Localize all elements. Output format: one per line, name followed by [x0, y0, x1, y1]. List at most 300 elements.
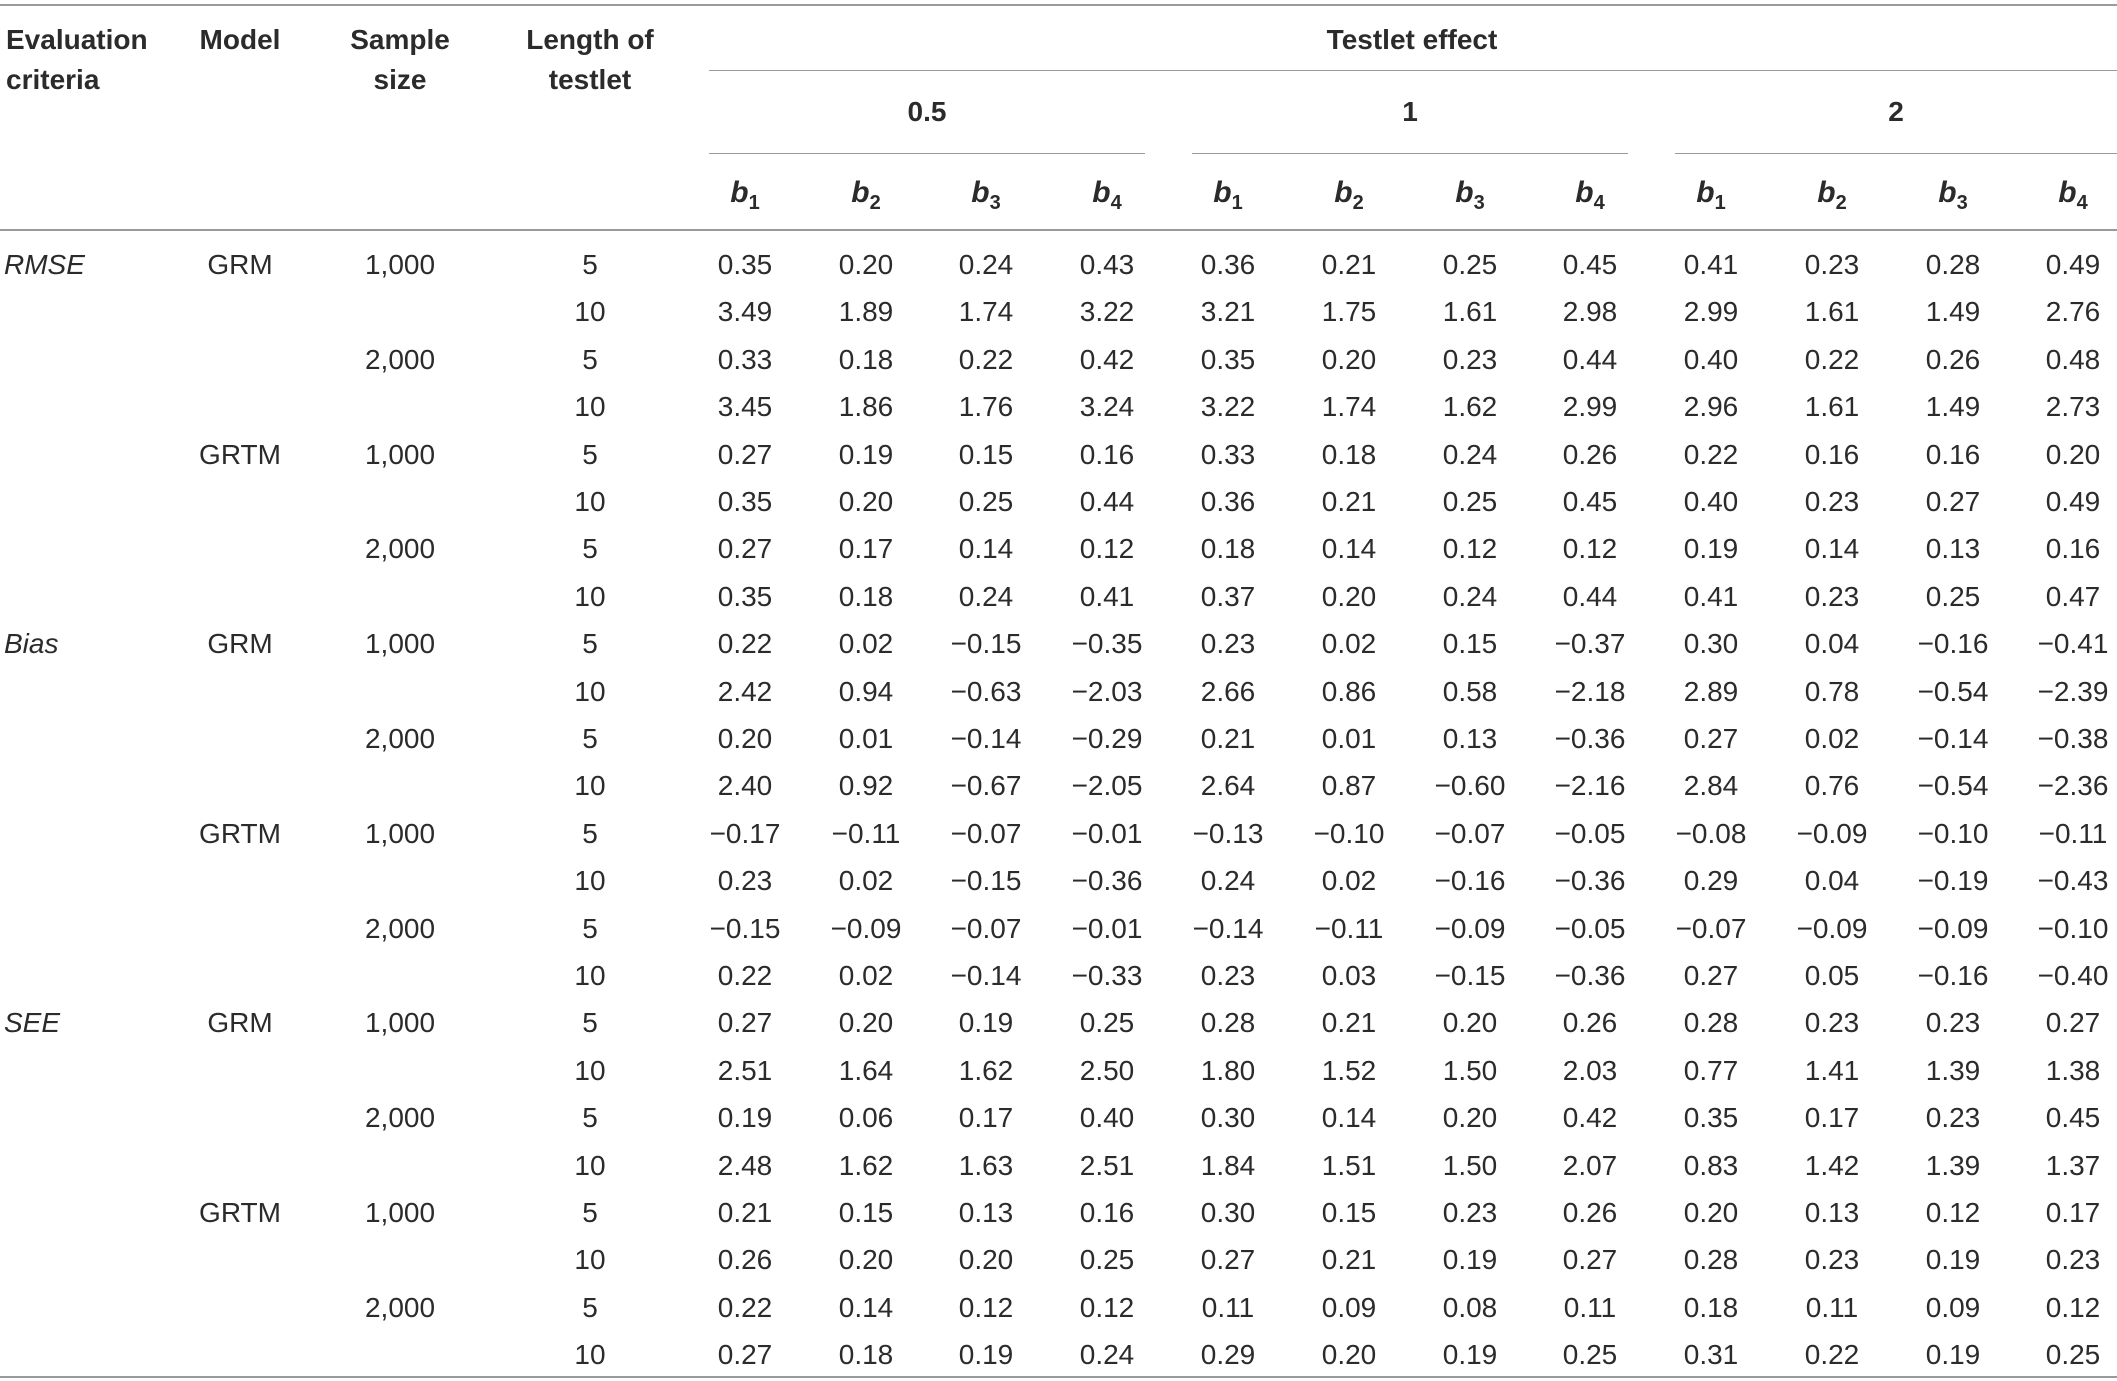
table-cell: 0.17	[1804, 1102, 1860, 1134]
table-cell: 0.24	[958, 249, 1014, 280]
table-cell: 1.52	[1321, 1054, 1377, 1086]
table-cell: 0.45	[1562, 249, 1618, 280]
table-cell: 2.73	[2045, 391, 2101, 423]
table-cell: 1.62	[958, 1054, 1014, 1086]
table-cell: 0.22	[1804, 343, 1860, 375]
table-cell: −0.07	[950, 912, 1022, 944]
table-cell: 3.22	[1079, 296, 1135, 328]
table-cell: 0.26	[1562, 438, 1618, 470]
table-cell: 0.16	[1804, 438, 1860, 470]
header-b-parameter	[730, 176, 759, 215]
table-cell: 0.17	[838, 533, 894, 565]
row-length: 5	[582, 533, 598, 565]
row-length: 5	[582, 1197, 598, 1228]
header-b-parameter	[1938, 176, 1967, 215]
table-cell: 0.18	[1321, 438, 1377, 470]
table-cell: 0.19	[958, 1339, 1014, 1371]
table-cell: 0.18	[838, 343, 894, 375]
table-cell: −0.08	[1675, 817, 1747, 849]
table-cell: 0.14	[1804, 533, 1860, 565]
table-cell: 2.03	[1562, 1054, 1618, 1086]
testlet-effect-rule	[709, 70, 2117, 71]
table-cell: −0.09	[830, 912, 902, 944]
table-cell: 0.03	[1321, 960, 1377, 991]
table-cell: 0.20	[1321, 580, 1377, 612]
table-cell: 0.12	[1925, 1197, 1981, 1228]
table-cell: 0.23	[1804, 580, 1860, 612]
table-cell: 0.44	[1562, 343, 1618, 375]
table-cell: 0.08	[1442, 1291, 1498, 1323]
table-cell: 0.83	[1683, 1149, 1739, 1181]
table-cell: 0.94	[838, 675, 894, 707]
table-cell: −0.15	[1434, 960, 1506, 991]
table-cell: 0.24	[1200, 865, 1256, 897]
table-cell: 0.35	[717, 486, 773, 517]
table-cell: 1.61	[1442, 296, 1498, 328]
table-cell: 0.36	[1200, 486, 1256, 517]
table-cell: 0.36	[1200, 249, 1256, 280]
table-cell: 0.20	[1321, 1339, 1377, 1371]
table-cell: 0.21	[1200, 723, 1256, 754]
table-cell: −0.54	[1917, 770, 1989, 802]
table-cell: 0.22	[1683, 438, 1739, 470]
table-cell: −2.16	[1554, 770, 1626, 802]
header-effect-level: 0.5	[907, 96, 947, 127]
table-cell: 0.40	[1683, 486, 1739, 517]
row-length: 10	[574, 675, 606, 707]
table-cell: 0.09	[1321, 1291, 1377, 1323]
table-cell: 0.20	[838, 1007, 894, 1039]
header-b-index: 1	[748, 192, 760, 214]
table-cell: 0.22	[717, 1291, 773, 1323]
table-cell: 0.13	[1925, 533, 1981, 565]
table-cell: 0.24	[1442, 438, 1498, 470]
table-cell: 0.19	[1925, 1339, 1981, 1371]
header-b-index: 2	[869, 192, 881, 214]
row-length: 5	[582, 1007, 598, 1039]
table-cell: 0.28	[1925, 249, 1981, 280]
table-cell: 0.37	[1200, 580, 1256, 612]
table-cell: 0.14	[838, 1291, 894, 1323]
table-cell: 0.35	[1683, 1102, 1739, 1134]
row-sample-size: 2,000	[364, 533, 436, 565]
table-cell: 0.19	[717, 1102, 773, 1134]
table-cell: 0.21	[1321, 1244, 1377, 1276]
header-b-index: 2	[1835, 192, 1847, 214]
table-cell: 0.27	[1683, 723, 1739, 754]
row-length: 5	[582, 1102, 598, 1134]
table-cell: 0.29	[1683, 865, 1739, 897]
table-cell: 2.98	[1562, 296, 1618, 328]
table-cell: 0.35	[717, 249, 773, 280]
table-cell: −2.05	[1071, 770, 1143, 802]
table-cell: 0.15	[958, 438, 1014, 470]
table-cell: 0.20	[2045, 438, 2101, 470]
table-cell: 1.61	[1804, 391, 1860, 423]
header-sample-size-line1: Sample	[350, 24, 450, 55]
header-sample-size	[350, 20, 450, 100]
table-cell: 1.76	[958, 391, 1014, 423]
table-cell: 0.27	[1200, 1244, 1256, 1276]
header-b-letter: b	[1334, 176, 1353, 209]
table-cell: −0.14	[950, 960, 1022, 991]
table-cell: −0.17	[709, 817, 781, 849]
table-cell: −0.09	[1796, 817, 1868, 849]
table-cell: 0.23	[1200, 628, 1256, 660]
table-cell: 2.89	[1683, 675, 1739, 707]
table-cell: 0.25	[1079, 1007, 1135, 1039]
header-b-index: 4	[1110, 192, 1122, 214]
table-cell: −0.15	[950, 628, 1022, 660]
table-cell: 0.48	[2045, 343, 2101, 375]
header-b-index: 4	[1593, 192, 1605, 214]
table-cell: 0.28	[1683, 1007, 1739, 1039]
table-cell: 1.80	[1200, 1054, 1256, 1086]
table-cell: 0.16	[1079, 1197, 1135, 1228]
table-cell: −0.09	[1917, 912, 1989, 944]
table-cell: −0.07	[1675, 912, 1747, 944]
row-criteria: RMSE	[4, 249, 85, 280]
table-cell: −0.07	[950, 817, 1022, 849]
table-cell: 1.61	[1804, 296, 1860, 328]
row-sample-size: 1,000	[364, 628, 436, 660]
table-cell: −0.35	[1071, 628, 1143, 660]
table-cell: −0.07	[1434, 817, 1506, 849]
table-cell: 0.33	[1200, 438, 1256, 470]
table-cell: 0.14	[958, 533, 1014, 565]
table-cell: −0.36	[1554, 723, 1626, 754]
table-cell: 1.62	[838, 1149, 894, 1181]
table-cell: 0.13	[1804, 1197, 1860, 1228]
table-cell: 0.35	[717, 580, 773, 612]
table-cell: 0.25	[1442, 486, 1498, 517]
table-cell: 1.74	[1321, 391, 1377, 423]
header-b-parameter	[2058, 176, 2087, 215]
table-cell: 0.41	[1683, 580, 1739, 612]
table-cell: 0.28	[1200, 1007, 1256, 1039]
header-length-line1: Length of	[526, 24, 654, 55]
table-cell: 2.84	[1683, 770, 1739, 802]
table-cell: 0.04	[1804, 865, 1860, 897]
table-cell: −0.37	[1554, 628, 1626, 660]
table-cell: 0.27	[1683, 960, 1739, 991]
table-cell: 0.19	[1442, 1339, 1498, 1371]
header-b-parameter	[1575, 176, 1604, 215]
table-cell: −0.54	[1917, 675, 1989, 707]
row-sample-size: 1,000	[364, 1007, 436, 1039]
table-cell: 3.45	[717, 391, 773, 423]
table-cell: 3.49	[717, 296, 773, 328]
row-length: 5	[582, 817, 598, 849]
table-cell: 0.24	[1079, 1339, 1135, 1371]
table-cell: 0.20	[838, 249, 894, 280]
row-sample-size: 1,000	[364, 817, 436, 849]
table-cell: 3.24	[1079, 391, 1135, 423]
table-cell: 0.24	[1442, 580, 1498, 612]
table-cell: 0.21	[1321, 1007, 1377, 1039]
table-cell: 0.23	[1804, 249, 1860, 280]
table-cell: 0.18	[1200, 533, 1256, 565]
table-cell: −0.11	[2038, 817, 2108, 849]
row-length: 10	[574, 391, 606, 423]
row-length: 5	[582, 249, 598, 280]
header-b-index: 1	[1231, 192, 1243, 214]
table-cell: −0.41	[2037, 628, 2109, 660]
row-sample-size: 2,000	[364, 912, 436, 944]
table-cell: 0.06	[838, 1102, 894, 1134]
header-length-of-testlet	[526, 20, 654, 100]
table-cell: −0.16	[1917, 960, 1989, 991]
table-cell: 0.49	[2045, 486, 2101, 517]
table-cell: −0.11	[1314, 912, 1384, 944]
table-cell: −0.05	[1554, 817, 1626, 849]
table-cell: 2.42	[717, 675, 773, 707]
table-cell: 0.23	[2045, 1244, 2101, 1276]
header-sample-size-line2: size	[373, 64, 427, 95]
table-cell: 0.27	[2045, 1007, 2101, 1039]
table-cell: 0.23	[1925, 1007, 1981, 1039]
table-cell: 1.50	[1442, 1054, 1498, 1086]
table-cell: 0.40	[1079, 1102, 1135, 1134]
table-cell: −0.63	[950, 675, 1022, 707]
row-length: 10	[574, 1244, 606, 1276]
table-cell: 2.96	[1683, 391, 1739, 423]
table-cell: −0.01	[1071, 817, 1143, 849]
header-evaluation-criteria-line1: Evaluation	[6, 24, 148, 55]
header-b-parameter	[1092, 176, 1121, 215]
header-b-parameter	[1334, 176, 1363, 215]
row-length: 10	[574, 486, 606, 517]
row-length: 5	[582, 438, 598, 470]
row-length: 10	[574, 580, 606, 612]
table-cell: 0.17	[2045, 1197, 2101, 1228]
header-b-letter: b	[971, 176, 990, 209]
row-model: GRTM	[199, 438, 281, 470]
header-evaluation-criteria	[6, 20, 148, 100]
header-b-parameter	[971, 176, 1000, 215]
table-cell: 2.48	[717, 1149, 773, 1181]
table-cell: 0.22	[1804, 1339, 1860, 1371]
table-cell: 0.23	[1442, 1197, 1498, 1228]
table-cell: 2.76	[2045, 296, 2101, 328]
table-cell: 0.18	[838, 1339, 894, 1371]
table-cell: 0.02	[1804, 723, 1860, 754]
table-cell: 0.21	[717, 1197, 773, 1228]
table-cell: −0.14	[1917, 723, 1989, 754]
table-cell: −0.38	[2037, 723, 2109, 754]
table-cell: 0.86	[1321, 675, 1377, 707]
table-cell: 0.20	[958, 1244, 1014, 1276]
table-cell: 0.25	[2045, 1339, 2101, 1371]
table-cell: 1.86	[838, 391, 894, 423]
table-cell: 0.12	[1079, 1291, 1135, 1323]
table-cell: 0.42	[1562, 1102, 1618, 1134]
table-cell: −0.36	[1071, 865, 1143, 897]
header-b-parameter	[1213, 176, 1242, 215]
header-b-parameter	[1455, 176, 1484, 215]
table-cell: 0.20	[1442, 1007, 1498, 1039]
table-cell: 0.49	[2045, 249, 2101, 280]
table-cell: 0.16	[2045, 533, 2101, 565]
table-cell: 0.22	[717, 628, 773, 660]
table-cell: −0.10	[1313, 817, 1385, 849]
header-b-letter: b	[1817, 176, 1836, 209]
row-sample-size: 1,000	[364, 1197, 436, 1228]
table-cell: 0.23	[1804, 486, 1860, 517]
table-cell: −0.11	[831, 817, 901, 849]
table-cell: 0.04	[1804, 628, 1860, 660]
table-cell: 0.12	[1442, 533, 1498, 565]
table-cell: −0.43	[2037, 865, 2109, 897]
table-cell: 0.87	[1321, 770, 1377, 802]
header-evaluation-criteria-line2: criteria	[6, 64, 100, 95]
table-cell: 0.26	[717, 1244, 773, 1276]
table-cell: 1.38	[2045, 1054, 2101, 1086]
table-cell: −0.14	[950, 723, 1022, 754]
table-cell: 1.51	[1321, 1149, 1377, 1181]
header-b-letter: b	[1092, 176, 1111, 209]
header-b-letter: b	[1696, 176, 1715, 209]
header-b-letter: b	[730, 176, 749, 209]
table-cell: 0.12	[1079, 533, 1135, 565]
table-cell: 0.29	[1200, 1339, 1256, 1371]
table-cell: 0.19	[1683, 533, 1739, 565]
table-cell: −0.19	[1917, 865, 1989, 897]
table-cell: −0.60	[1434, 770, 1506, 802]
table-cell: 0.15	[1442, 628, 1498, 660]
table-cell: 0.23	[1804, 1007, 1860, 1039]
table-cell: 0.33	[717, 343, 773, 375]
table-cell: 0.28	[1683, 1244, 1739, 1276]
row-length: 5	[582, 723, 598, 754]
table-cell: 2.64	[1200, 770, 1256, 802]
table-cell: 1.49	[1925, 296, 1981, 328]
table-cell: 0.26	[1562, 1197, 1618, 1228]
table-cell: 1.42	[1804, 1149, 1860, 1181]
table-cell: 1.41	[1804, 1054, 1860, 1086]
table-cell: 0.16	[1925, 438, 1981, 470]
table-cell: −0.36	[1554, 960, 1626, 991]
row-sample-size: 2,000	[364, 1102, 436, 1134]
row-model: GRM	[207, 628, 273, 660]
top-rule	[0, 4, 2117, 6]
table-cell: 0.45	[1562, 486, 1618, 517]
table-cell: 0.02	[838, 960, 894, 991]
table-cell: 0.78	[1804, 675, 1860, 707]
table-cell: 0.25	[1442, 249, 1498, 280]
table-cell: 1.84	[1200, 1149, 1256, 1181]
table-cell: 0.44	[1079, 486, 1135, 517]
header-b-letter: b	[1213, 176, 1232, 209]
table-cell: 3.21	[1200, 296, 1256, 328]
row-criteria: Bias	[4, 628, 59, 660]
table-cell: 1.39	[1925, 1054, 1981, 1086]
row-length: 5	[582, 628, 598, 660]
table-cell: 2.50	[1079, 1054, 1135, 1086]
table-cell: 0.24	[958, 580, 1014, 612]
table-cell: 0.23	[1442, 343, 1498, 375]
row-length: 10	[574, 296, 606, 328]
header-model: Model	[199, 24, 281, 55]
table-cell: 0.22	[958, 343, 1014, 375]
table-cell: 0.30	[1200, 1197, 1256, 1228]
table-cell: 0.02	[838, 865, 894, 897]
header-b-index: 1	[1714, 192, 1726, 214]
table-cell: 0.18	[1683, 1291, 1739, 1323]
table-cell: 0.02	[1321, 865, 1377, 897]
table-cell: 0.23	[717, 865, 773, 897]
row-model: GRTM	[199, 1197, 281, 1228]
table-cell: 0.47	[2045, 580, 2101, 612]
header-length-line2: testlet	[548, 64, 632, 95]
table-cell: 2.40	[717, 770, 773, 802]
table-cell: −0.40	[2037, 960, 2109, 991]
table-cell: 1.50	[1442, 1149, 1498, 1181]
table-cell: 0.20	[1321, 343, 1377, 375]
table-cell: 2.99	[1683, 296, 1739, 328]
header-b-parameter	[1696, 176, 1725, 215]
table-cell: 0.26	[1925, 343, 1981, 375]
table-cell: 1.62	[1442, 391, 1498, 423]
table-cell: 0.11	[1201, 1291, 1255, 1323]
row-criteria: SEE	[4, 1007, 61, 1039]
row-sample-size: 1,000	[364, 249, 436, 280]
row-length: 10	[574, 1339, 606, 1371]
table-cell: −2.39	[2037, 675, 2109, 707]
table-cell: 0.30	[1683, 628, 1739, 660]
table-cell: 0.23	[1804, 1244, 1860, 1276]
table-cell: 0.18	[838, 580, 894, 612]
header-b-letter: b	[851, 176, 870, 209]
table-cell: −0.10	[2037, 912, 2109, 944]
table-cell: 0.30	[1200, 1102, 1256, 1134]
table-cell: −0.14	[1192, 912, 1264, 944]
table-cell: 1.89	[838, 296, 894, 328]
row-model: GRM	[207, 249, 273, 280]
effect-05-rule	[709, 153, 1145, 154]
table-cell: 0.01	[838, 723, 894, 754]
table-cell: −0.15	[709, 912, 781, 944]
table-cell: −0.16	[1917, 628, 1989, 660]
table-cell: 0.19	[1925, 1244, 1981, 1276]
row-length: 5	[582, 1291, 598, 1323]
table-cell: 0.27	[717, 438, 773, 470]
table-cell: −2.36	[2037, 770, 2109, 802]
table-cell: 0.21	[1321, 249, 1377, 280]
table-cell: 0.77	[1683, 1054, 1739, 1086]
table-cell: 0.40	[1683, 343, 1739, 375]
table-cell: 0.25	[1079, 1244, 1135, 1276]
header-b-index: 3	[989, 192, 1001, 214]
header-b-letter: b	[1938, 176, 1957, 209]
table-cell: 0.31	[1683, 1339, 1739, 1371]
row-length: 10	[574, 770, 606, 802]
header-b-index: 3	[1473, 192, 1485, 214]
header-b-letter: b	[2058, 176, 2077, 209]
table-cell: 0.27	[717, 1339, 773, 1371]
table-cell: 0.41	[1079, 580, 1135, 612]
header-b-letter: b	[1575, 176, 1594, 209]
table-cell: −0.10	[1917, 817, 1989, 849]
table-cell: 1.49	[1925, 391, 1981, 423]
table-cell: 2.51	[717, 1054, 773, 1086]
table-cell: 0.16	[1079, 438, 1135, 470]
row-length: 10	[574, 865, 606, 897]
table-cell: 0.45	[2045, 1102, 2101, 1134]
table-cell: 0.22	[717, 960, 773, 991]
table-cell: 0.14	[1321, 533, 1377, 565]
table-cell: −0.16	[1434, 865, 1506, 897]
